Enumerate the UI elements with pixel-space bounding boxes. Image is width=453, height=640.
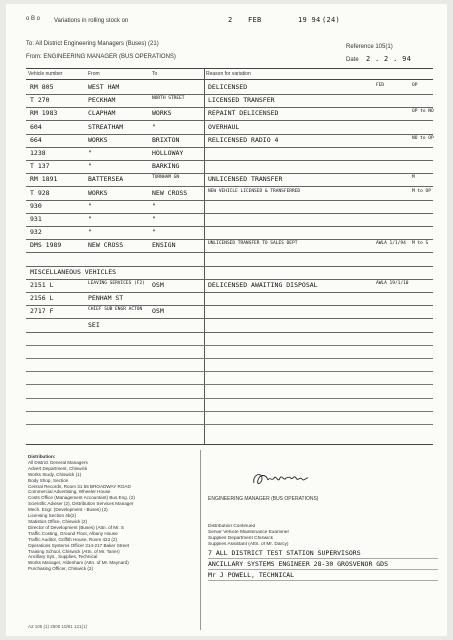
to-garage: OSM bbox=[152, 307, 164, 316]
col-from: From bbox=[88, 71, 100, 77]
distribution-item: Director of Development (Buses) (Attn. of Mr. S bbox=[28, 524, 124, 530]
distribution-item: Commercial Advertising, Wheeler House bbox=[28, 489, 111, 495]
vehicle-row bbox=[6, 293, 447, 305]
distribution-heading: Distribution: bbox=[28, 454, 56, 459]
vehicle-number: DMS 1989 bbox=[30, 241, 62, 250]
to-garage: WORKS bbox=[152, 109, 172, 118]
header-ref-number: (24) bbox=[322, 16, 341, 24]
status-code: M to OP bbox=[412, 188, 431, 194]
variation-reason: DELICENSED AWAITING DISPOSAL bbox=[208, 281, 318, 289]
distribution-continued bbox=[208, 524, 438, 581]
to-garage: HOLLOWAY bbox=[152, 149, 184, 157]
reference-code: AWLA 1/1/94 bbox=[376, 241, 406, 247]
to-garage: " bbox=[152, 122, 156, 131]
distribution-item: Ancillary Sys., Supplies, Technical bbox=[28, 554, 98, 560]
distribution-item: Purchasing Officer, Chiswick (2) bbox=[28, 566, 94, 572]
from-garage: " bbox=[88, 228, 92, 237]
from-garage: PENHAM ST bbox=[88, 294, 124, 303]
vehicle-row bbox=[6, 148, 447, 160]
document-page bbox=[6, 4, 447, 636]
blank-row-rule bbox=[26, 411, 433, 412]
to-garage: ENSIGN bbox=[152, 241, 176, 250]
header-title: Variations in rolling stock on bbox=[54, 18, 129, 24]
vehicle-number: 664 bbox=[30, 135, 42, 144]
to-garage: BARKING bbox=[152, 162, 180, 171]
vehicle-row bbox=[6, 214, 447, 226]
section-title: MISCELLANEOUS VEHICLES bbox=[30, 267, 117, 276]
vehicle-row bbox=[6, 254, 447, 266]
form-reference: A2 105 (1) 2500 10/81 121(1) bbox=[28, 624, 88, 629]
blank-row-rule bbox=[26, 345, 433, 346]
distribution-item: Body Shop, Section bbox=[28, 477, 69, 483]
vehicle-row bbox=[6, 82, 447, 94]
table-top-rule bbox=[26, 68, 433, 69]
handwritten-signature bbox=[250, 468, 310, 490]
distribution-continued-item: ANCILLARY SYSTEMS ENGINEER 28-30 GROSVENOR GDS bbox=[208, 559, 438, 570]
from-garage: LEAVING SERVICES (F2) bbox=[88, 281, 145, 286]
blank-row-rule bbox=[26, 384, 433, 385]
variation-reason: NEW VEHICLE LICENSED & TRANSFERRED bbox=[208, 188, 301, 194]
distribution-continued-item: Mr J POWELL, TECHNICAL bbox=[208, 570, 438, 581]
vehicle-row bbox=[6, 122, 447, 134]
blank-row-rule bbox=[26, 358, 433, 359]
vehicle-row bbox=[6, 240, 447, 252]
vehicle-number: 930 bbox=[30, 201, 42, 210]
col-vehicle-number: Vehicle number bbox=[28, 71, 63, 77]
distribution-continued-item: Supplies Assistant (Attn. of Mr. Darcy) bbox=[208, 542, 289, 548]
vehicle-row bbox=[6, 227, 447, 239]
footer-divider bbox=[200, 450, 201, 630]
vehicle-number: 1238 bbox=[30, 149, 46, 157]
distribution-item: Licensing Section 4b(2) bbox=[28, 513, 77, 519]
to-garage: BRIXTON bbox=[152, 135, 180, 144]
distribution-item: Works Manager, Aldenham (Attn. of Mr. Maynard) bbox=[28, 560, 129, 566]
status-code: NO to OP bbox=[412, 135, 434, 141]
status-code: M bbox=[412, 175, 415, 181]
vehicle-row bbox=[6, 280, 447, 292]
distribution-item: Traffic Auditor, Griffith House, Room 422 (2) bbox=[28, 536, 118, 542]
header-marks: o B o bbox=[26, 16, 41, 22]
distribution-continued-item: Distribution Continued bbox=[208, 524, 256, 529]
distribution-continued-item: 7 ALL DISTRICT TEST STATION SUPERVISORS bbox=[208, 548, 438, 559]
vehicle-row bbox=[6, 95, 447, 107]
distribution-item: Costs Office (Management Accountant) Bus Eng. (2) bbox=[28, 495, 135, 501]
vehicle-row bbox=[6, 135, 447, 147]
variation-reason: UNLICENSED TRANSFER bbox=[208, 175, 283, 184]
variation-reason: LICENSED TRANSFER bbox=[208, 96, 275, 105]
from-garage: WEST HAM bbox=[88, 83, 120, 91]
variation-reason: RELICENSED RADIO 4 bbox=[208, 135, 279, 144]
distribution-continued-item: Supplies Department Chiswick bbox=[208, 536, 274, 542]
section-heading-row bbox=[6, 267, 447, 279]
col-reason: Reason for variation bbox=[206, 71, 251, 77]
vehicle-row bbox=[6, 161, 447, 173]
from-garage: PECKHAM bbox=[88, 96, 116, 105]
from-garage: CHIEF SUB ENGR ACTON bbox=[88, 307, 143, 313]
vehicle-number: 604 bbox=[30, 122, 42, 131]
table-header-rule bbox=[26, 79, 433, 80]
vehicle-row bbox=[6, 174, 447, 186]
distribution-list bbox=[28, 454, 196, 572]
header-year: 19 94 bbox=[298, 16, 321, 24]
distribution-item: Central Records, Room 31 55 BROADWAY ROAD bbox=[28, 483, 131, 489]
distribution-item: Statistics Office, Chiswick (2) bbox=[28, 518, 88, 524]
variation-reason: OVERHAUL bbox=[208, 122, 240, 131]
status-code: OP bbox=[412, 83, 418, 88]
variation-reason: DELICENSED bbox=[208, 83, 248, 91]
to-garage: " bbox=[152, 228, 156, 237]
from-garage: SEI bbox=[88, 320, 100, 329]
vehicle-number: 2717 F bbox=[30, 307, 54, 316]
distribution-item: Scientific Adviser (2), Distribution Services Manager bbox=[28, 501, 134, 507]
vehicle-number: T 137 bbox=[30, 162, 50, 171]
from-garage: WORKS bbox=[88, 135, 108, 144]
vehicle-number: T 928 bbox=[30, 188, 50, 197]
vehicle-number: 931 bbox=[30, 215, 42, 223]
date-value: 2 . 2 . 94 bbox=[366, 55, 412, 63]
from-garage: STREATHAM bbox=[88, 122, 124, 131]
to-garage: OSM bbox=[152, 281, 164, 289]
vehicle-row bbox=[6, 201, 447, 213]
distribution-item: Operations Systems Officer 214-217 Baker Street bbox=[28, 542, 130, 548]
distribution-item: Training School, Chiswick (Attn. of Mr. Taner) bbox=[28, 548, 120, 554]
distribution-item: Advert Department, Chiswick bbox=[28, 465, 88, 471]
from-garage: " bbox=[88, 149, 92, 157]
to-garage: NORTH STREET bbox=[152, 96, 185, 102]
from-garage: NEW CROSS bbox=[88, 241, 124, 250]
blank-row-rule bbox=[26, 424, 433, 425]
to-garage: TURNHAM GN bbox=[152, 175, 180, 181]
reference-code: AWLA 19/1/10 bbox=[376, 281, 409, 286]
distribution-item: Mech. Engr. (Development - Buses) (2) bbox=[28, 507, 108, 513]
vehicle-number: T 270 bbox=[30, 96, 50, 105]
from-line: From: ENGINEERING MANAGER (BUS OPERATIONS) bbox=[26, 54, 176, 60]
status-code: OP to NO bbox=[412, 109, 434, 115]
date-label: Date bbox=[346, 57, 359, 63]
from-garage: BATTERSEA bbox=[88, 175, 124, 184]
from-garage: WORKS bbox=[88, 188, 108, 197]
from-garage: " bbox=[88, 215, 92, 223]
distribution-item: Works Study, Chiswick (1) bbox=[28, 471, 82, 477]
to-garage: NEW CROSS bbox=[152, 188, 188, 197]
blank-row-rule bbox=[26, 371, 433, 372]
vehicle-number: 2151 L bbox=[30, 281, 54, 289]
vehicle-number: RM 1983 bbox=[30, 109, 58, 118]
vehicle-number: 932 bbox=[30, 228, 42, 237]
status-code: M to S bbox=[412, 241, 429, 247]
vehicle-row bbox=[6, 108, 447, 120]
from-garage: " bbox=[88, 201, 92, 210]
to-garage: " bbox=[152, 215, 156, 223]
variation-reason: UNLICENSED TRANSFER TO SALES DEPT bbox=[208, 241, 298, 247]
distribution-continued-item: Senior Vehicle Maintenance Examiner bbox=[208, 530, 290, 536]
vehicle-row bbox=[6, 320, 447, 332]
header-day: 2 bbox=[228, 16, 233, 24]
to-line: To: All District Engineering Managers (Buses) (21) bbox=[26, 41, 159, 47]
to-garage: " bbox=[152, 201, 156, 210]
from-garage: " bbox=[88, 162, 92, 171]
vehicle-row bbox=[6, 188, 447, 200]
reference-label: Reference 105(1) bbox=[346, 44, 393, 50]
distribution-item: Traffic Costing, Ground Floor, Albany House bbox=[28, 530, 118, 536]
vehicle-row bbox=[6, 306, 447, 318]
vehicle-number: RM 805 bbox=[30, 83, 54, 91]
reference-code: FED bbox=[376, 83, 385, 88]
distribution-item: All District General Managers bbox=[28, 459, 88, 465]
row-rule bbox=[26, 332, 433, 333]
vehicle-number: 2156 L bbox=[30, 294, 54, 303]
header-month: FEB bbox=[248, 16, 262, 24]
col-to: To bbox=[152, 71, 158, 77]
blank-row-rule bbox=[26, 398, 433, 399]
from-garage: CLAPHAM bbox=[88, 109, 116, 118]
variation-reason: REPAINT DELICENSED bbox=[208, 109, 279, 118]
vehicle-number: RM 1891 bbox=[30, 175, 58, 184]
signatory-title: ENGINEERING MANAGER (BUS OPERATIONS) bbox=[208, 496, 319, 502]
table-bottom-rule bbox=[26, 444, 433, 445]
